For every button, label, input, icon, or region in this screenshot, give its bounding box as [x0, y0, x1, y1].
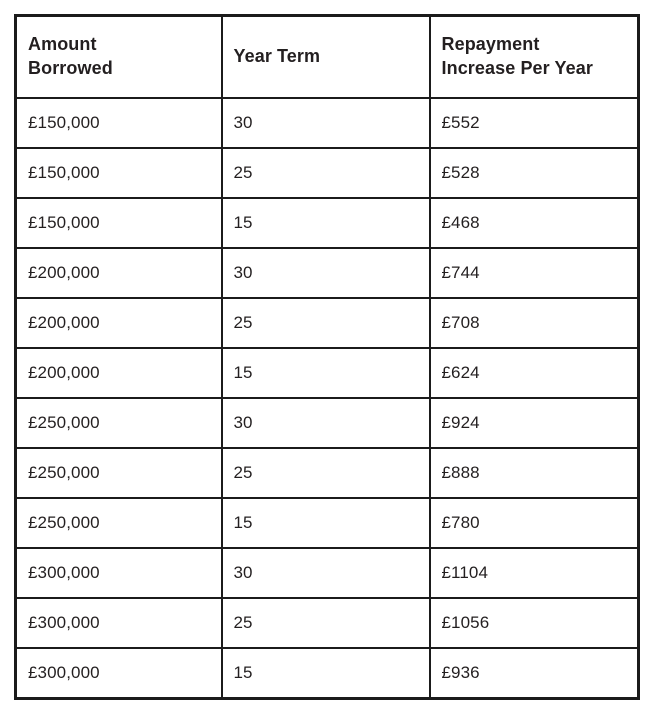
cell-increase: £924: [430, 398, 639, 448]
table-row: [16, 298, 639, 348]
cell-amount: £300,000: [16, 598, 222, 648]
cell-amount: £150,000: [16, 148, 222, 198]
table-container: [14, 14, 637, 700]
column-header-amount-borrowed-line2: Borrowed: [28, 58, 113, 78]
cell-term: 30: [222, 548, 430, 598]
table-header: [16, 16, 639, 99]
cell-term: 15: [222, 348, 430, 398]
cell-increase: £888: [430, 448, 639, 498]
cell-increase: £708: [430, 298, 639, 348]
cell-term: 25: [222, 298, 430, 348]
repayment-increase-table: [14, 14, 640, 700]
cell-amount: £200,000: [16, 298, 222, 348]
cell-increase: £744: [430, 248, 639, 298]
table-row: [16, 148, 639, 198]
cell-amount: £200,000: [16, 248, 222, 298]
cell-increase: £1056: [430, 598, 639, 648]
table-row: [16, 398, 639, 448]
cell-term: 25: [222, 148, 430, 198]
cell-increase: £1104: [430, 548, 639, 598]
table-row: [16, 98, 639, 148]
cell-term: 25: [222, 598, 430, 648]
cell-increase: £624: [430, 348, 639, 398]
table-row: [16, 498, 639, 548]
column-header-year-term-line1: Year Term: [233, 46, 321, 67]
table-body: [16, 98, 639, 699]
table-header-row: [16, 16, 639, 99]
column-header-amount-borrowed-line1: Amount: [28, 34, 97, 55]
table-row: [16, 598, 639, 648]
cell-term: 15: [222, 648, 430, 699]
cell-amount: £150,000: [16, 198, 222, 248]
table-row: [16, 248, 639, 298]
table-row: [16, 548, 639, 598]
cell-term: 30: [222, 98, 430, 148]
column-header-repayment-increase-line2: Increase Per Year: [441, 58, 593, 78]
cell-increase: £936: [430, 648, 639, 699]
cell-amount: £300,000: [16, 548, 222, 598]
cell-amount: £300,000: [16, 648, 222, 699]
column-header-repayment-increase: [430, 16, 639, 99]
cell-term: 15: [222, 198, 430, 248]
cell-amount: £250,000: [16, 498, 222, 548]
column-header-year-term: [222, 16, 430, 99]
column-header-amount-borrowed: [16, 16, 222, 99]
column-header-repayment-increase-line1: Repayment: [441, 34, 540, 55]
cell-amount: £200,000: [16, 348, 222, 398]
table-row: [16, 198, 639, 248]
cell-amount: £150,000: [16, 98, 222, 148]
cell-term: 30: [222, 398, 430, 448]
cell-increase: £780: [430, 498, 639, 548]
cell-term: 15: [222, 498, 430, 548]
cell-amount: £250,000: [16, 398, 222, 448]
cell-amount: £250,000: [16, 448, 222, 498]
table-row: [16, 448, 639, 498]
cell-increase: £528: [430, 148, 639, 198]
cell-increase: £468: [430, 198, 639, 248]
table-row: [16, 648, 639, 699]
table-row: [16, 348, 639, 398]
cell-term: 25: [222, 448, 430, 498]
cell-increase: £552: [430, 98, 639, 148]
cell-term: 30: [222, 248, 430, 298]
